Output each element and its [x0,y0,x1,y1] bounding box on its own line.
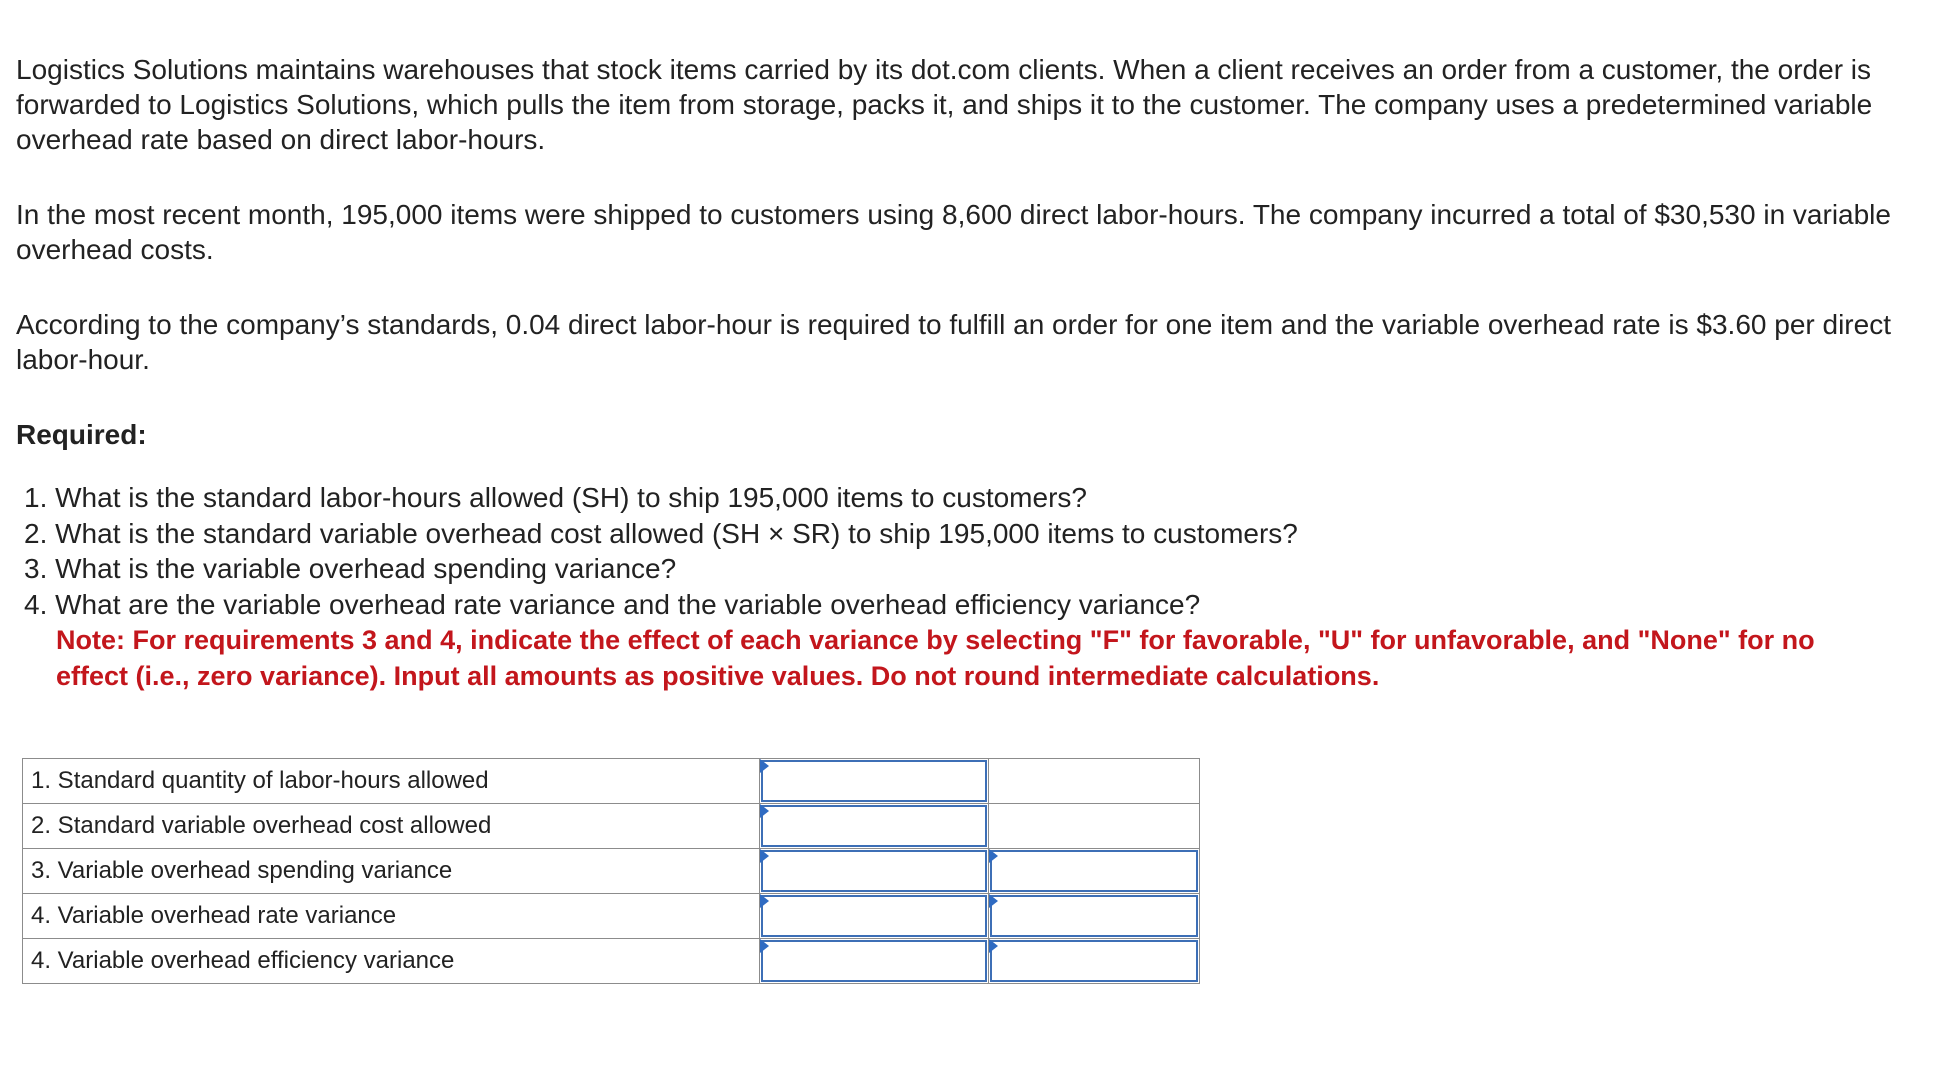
question-2: 2. What is the standard variable overhead cost allowed (SH × SR) to ship 195,000 items to customers? [24,517,1298,549]
rate-variance-input[interactable] [761,895,987,937]
questions-list [16,480,1916,622]
required-heading: Required: [16,419,147,450]
row-label: 1. Standard quantity of labor-hours allowed [23,759,760,804]
efficiency-variance-input[interactable] [761,940,987,982]
intro-paragraph-1: Logistics Solutions maintains warehouses that stock items carried by its dot.com clients. When a client receives an order from a customer, the order is forwarded to Logistics Solutions, which pulls the item from storage, packs it, and ships it to the customer. The company uses a predetermined variable overhead rate based on direct labor-hours. [16,54,1873,155]
effect-cell [989,849,1200,894]
table-row [23,894,1200,939]
row-label: 4. Variable overhead efficiency variance [23,939,760,984]
effect-cell-empty [989,759,1200,804]
dropdown-marker-icon [989,939,998,953]
question-1: 1. What is the standard labor-hours allowed (SH) to ship 195,000 items to customers? [24,482,1087,513]
input-marker-icon [760,939,769,953]
amount-cell [760,849,989,894]
effect-cell [989,894,1200,939]
dropdown-marker-icon [989,894,998,908]
amount-cell [760,759,989,804]
efficiency-variance-effect-select[interactable] [990,940,1198,982]
spending-variance-effect-select[interactable] [990,850,1198,892]
answer-table [22,758,1200,984]
rate-variance-effect-select[interactable] [990,895,1198,937]
amount-cell [760,939,989,984]
input-marker-icon [760,894,769,908]
sh-amount-input[interactable] [761,760,987,802]
amount-cell [760,804,989,849]
intro-paragraph-3: According to the company’s standards, 0.04 direct labor-hour is required to fulfill an order for one item and the variable overhead rate is $3.60 per direct labor-hour. [16,309,1891,375]
input-marker-icon [760,759,769,773]
dropdown-marker-icon [989,849,998,863]
row-label: 2. Standard variable overhead cost allowed [23,804,760,849]
input-marker-icon [760,804,769,818]
spending-variance-input[interactable] [761,850,987,892]
intro-paragraph-2: In the most recent month, 195,000 items were shipped to customers using 8,600 direct labor-hours. The company incurred a total of $30,530 in variable overhead costs. [16,199,1891,265]
problem-content [16,52,1916,694]
instruction-note: Note: For requirements 3 and 4, indicate the effect of each variance by selecting "F" for favorable, "U" for unfavorable, and "None" for no effect (i.e., zero variance). Input all amounts as positive values. Do not round intermediate calculations. [56,625,1815,691]
question-3: 3. What is the variable overhead spending variance? [24,553,677,584]
table-row [23,849,1200,894]
effect-cell [989,939,1200,984]
standard-cost-input[interactable] [761,805,987,847]
effect-cell-empty [989,804,1200,849]
question-4: 4. What are the variable overhead rate variance and the variable overhead efficiency variance? [24,588,1201,620]
input-marker-icon [760,849,769,863]
amount-cell [760,894,989,939]
table-row [23,759,1200,804]
row-label: 4. Variable overhead rate variance [23,894,760,939]
row-label: 3. Variable overhead spending variance [23,849,760,894]
table-row [23,804,1200,849]
table-row [23,939,1200,984]
